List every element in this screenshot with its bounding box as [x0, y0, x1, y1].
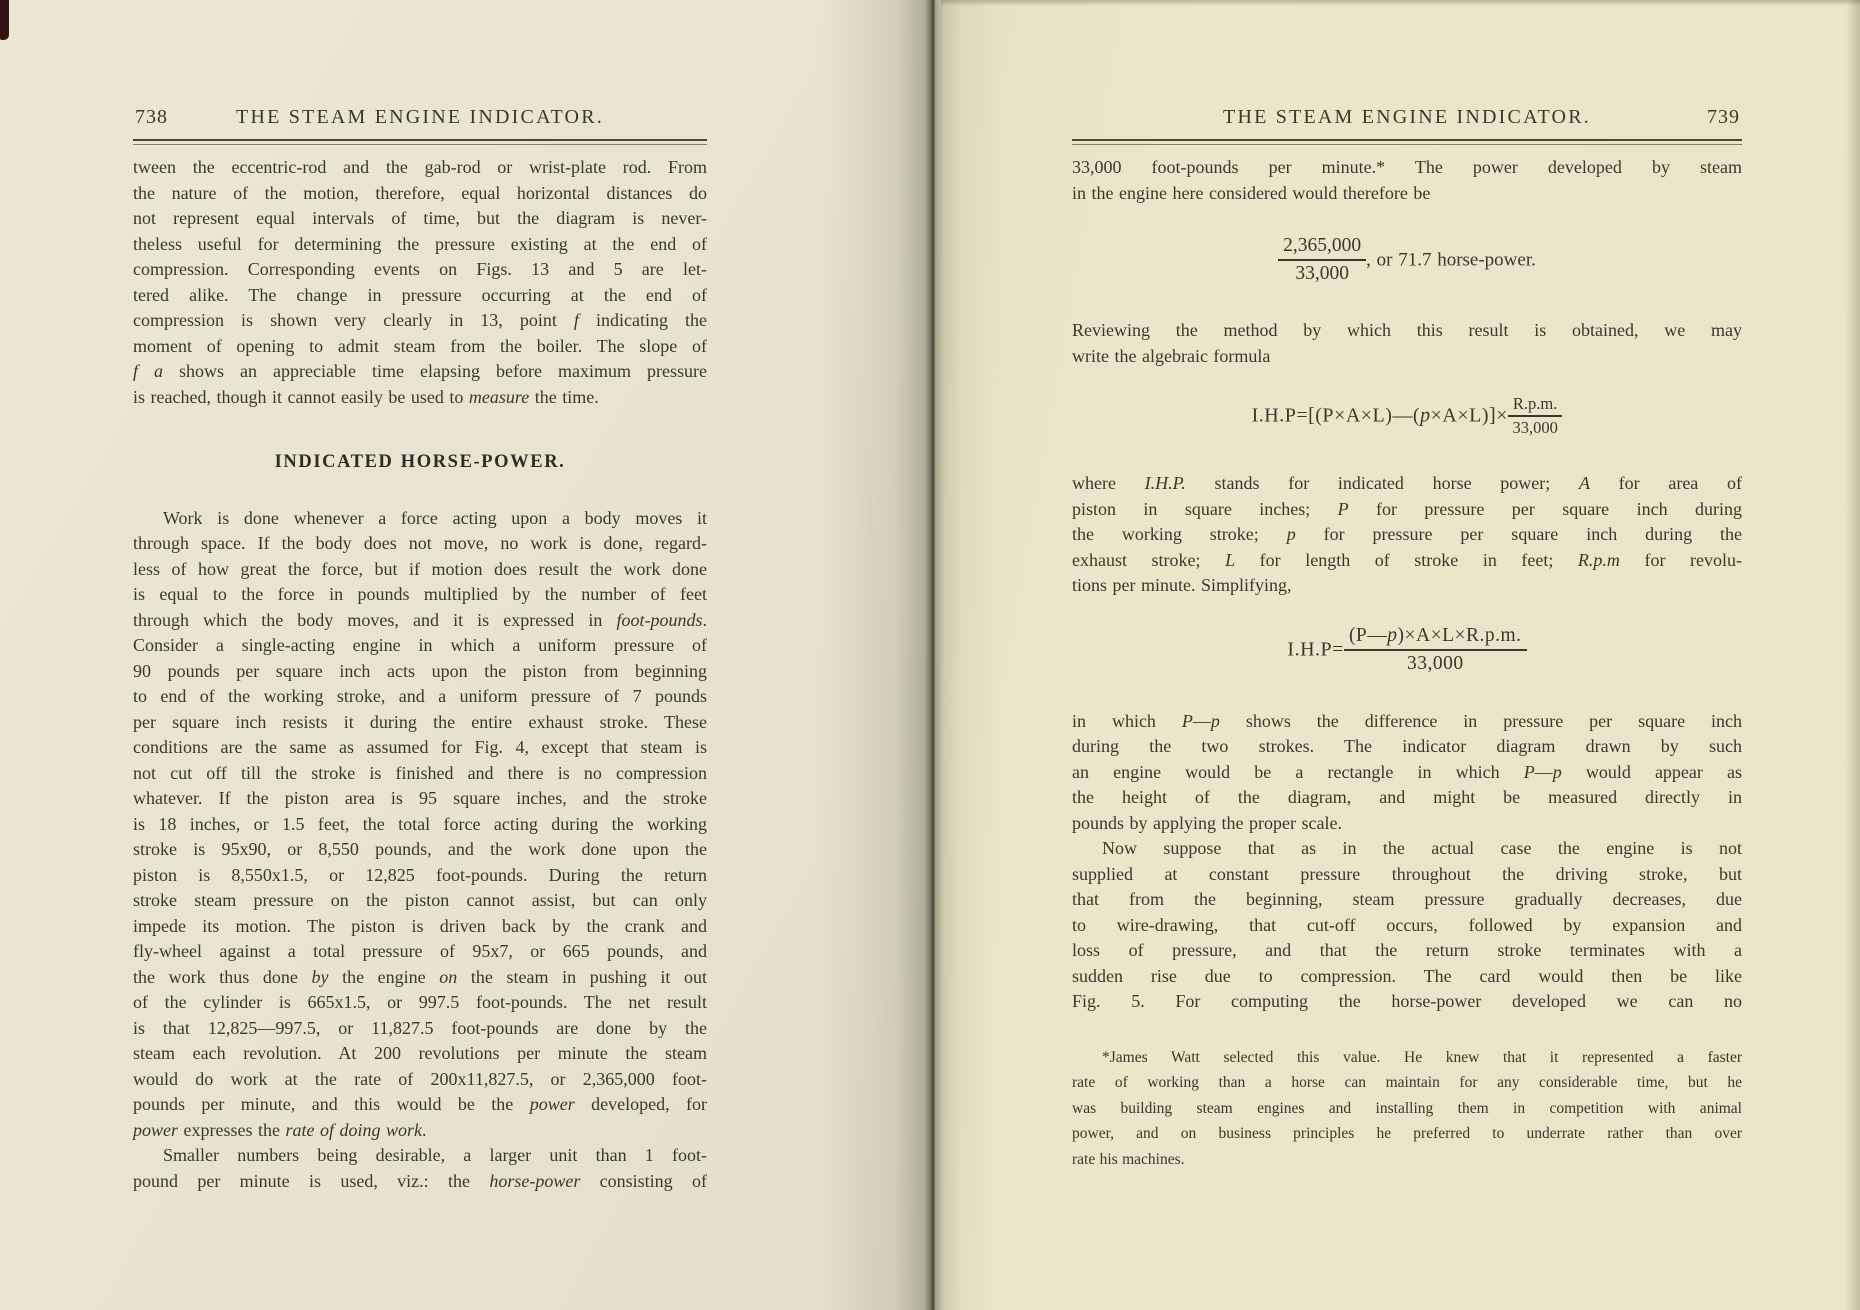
fraction	[1278, 234, 1366, 286]
display-formula	[1072, 624, 1742, 676]
text-line: compression is shown very clearly in 13, point f indicating the	[133, 310, 707, 330]
text-line: the work thus done by the engine on the steam in pushing it out	[133, 966, 707, 987]
text-line: theless useful for determining the pressure existing at the end of	[133, 233, 707, 254]
page-top-edge-shadow	[941, 0, 1860, 6]
text-line: rate his machines.	[1072, 1150, 1185, 1168]
text-line: is equal to the force in pounds multiplied by the number of feet	[133, 584, 707, 604]
text-line: tween the eccentric-rod and the gab-rod or wrist-plate rod. From	[133, 157, 707, 177]
fraction	[1344, 624, 1527, 676]
right-running-title: THE STEAM ENGINE INDICATOR.	[1223, 106, 1591, 128]
text-line: supplied at constant pressure throughout the driving stroke, but	[1072, 863, 1742, 884]
text-line: Smaller numbers being desirable, a larger unit than 1 foot-	[163, 1145, 707, 1165]
text-line: f a shows an appreciable time elapsing before maximum pressure	[133, 361, 707, 381]
text-line: whatever. If the piston area is 95 square inches, and the stroke	[133, 788, 707, 808]
fraction-numerator: 2,365,000	[1278, 234, 1366, 261]
left-page-number: 738	[135, 106, 168, 128]
text-line: tered alike. The change in pressure occurring at the end of	[133, 284, 707, 305]
text-line: that from the beginning, steam pressure gradually decreases, due	[1072, 889, 1742, 909]
text-line: compression. Corresponding events on Figs. 13 and 5 are let-	[133, 259, 707, 279]
right-running-head	[1072, 106, 1742, 134]
text-line: pound per minute is used, viz.: the horse-power consisting of	[133, 1170, 707, 1191]
paragraph	[1072, 836, 1742, 1015]
text-line: the height of the diagram, and might be measured directly in	[1072, 787, 1742, 807]
text-line: not represent equal intervals of time, but the diagram is never-	[133, 208, 707, 228]
text-line: an engine would be a rectangle in which P—p would appear as	[1072, 761, 1743, 782]
text-line: during the two strokes. The indicator diagram drawn by such	[1072, 736, 1742, 756]
fraction	[1508, 394, 1562, 438]
left-page-body	[133, 155, 707, 1194]
paragraph	[1072, 318, 1742, 369]
fraction-denominator: 33,000	[1406, 652, 1464, 674]
text-line: piston is 8,550x1.5, or 12,825 foot-pounds. During the return	[133, 864, 707, 885]
text-line: is 18 inches, or 1.5 feet, the total force acting during the working	[133, 813, 707, 834]
paragraph	[133, 1143, 707, 1194]
fraction-suffix: , or 71.7 horse-power.	[1366, 249, 1536, 271]
text-line: pounds by applying the proper scale.	[1072, 812, 1342, 833]
text-line: loss of pressure, and that the return stroke terminates with a	[1072, 940, 1742, 960]
text-line: Work is done whenever a force acting upon a body moves it	[163, 507, 707, 528]
text-line: fly-wheel against a total pressure of 95x7, or 665 pounds, and	[133, 941, 707, 961]
text-line: steam each revolution. At 200 revolutions per minute the steam	[133, 1043, 707, 1063]
paragraph	[133, 506, 707, 1144]
formula-prefix: I.H.P=[(P×A×L)—(p×A×L)]×	[1251, 404, 1508, 427]
footnote	[1072, 1045, 1742, 1173]
text-line: 33,000 foot-pounds per minute.* The power developed by steam	[1072, 157, 1742, 177]
fraction-denominator: 33,000	[1512, 418, 1558, 437]
left-running-head	[133, 106, 707, 134]
right-page-body	[1072, 155, 1742, 1172]
text-line: tions per minute. Simplifying,	[1072, 575, 1292, 595]
text-line: was building steam engines and installing them in competition with animal	[1072, 1099, 1742, 1117]
text-line: piston in square inches; P for pressure per square inch during	[1072, 498, 1742, 519]
text-line: is reached, though it cannot easily be used to measure the time.	[133, 386, 599, 407]
fraction-numerator: R.p.m.	[1508, 394, 1562, 417]
paragraph	[133, 155, 707, 410]
text-line: the nature of the motion, therefore, equal horizontal distances do	[133, 182, 707, 203]
paragraph	[1072, 471, 1742, 599]
text-line: through space. If the body does not move, no work is done, regard-	[133, 533, 707, 553]
text-line: impede its motion. The piston is driven back by the crank and	[133, 915, 707, 936]
text-line: through which the body moves, and it is expressed in foot-pounds.	[133, 609, 707, 630]
text-line: of the cylinder is 665x1.5, or 997.5 foot-pounds. The net result	[133, 992, 707, 1012]
text-line: the working stroke; p for pressure per square inch during the	[1072, 524, 1742, 544]
text-line: moment of opening to admit steam from the boiler. The slope of	[133, 335, 707, 356]
text-line: to wire-drawing, that cut-off occurs, followed by expansion and	[1072, 914, 1742, 935]
text-line: to end of the working stroke, and a uniform pressure of 7 pounds	[133, 686, 707, 706]
text-line: exhaust stroke; L for length of stroke in feet; R.p.m for revolu-	[1072, 549, 1742, 570]
formula-prefix: I.H.P=	[1287, 637, 1344, 660]
text-line: per square inch resists it during the entire exhaust stroke. These	[133, 711, 707, 732]
section-heading: INDICATED HORSE-POWER.	[274, 452, 566, 472]
left-header-rule	[133, 139, 707, 145]
right-page-number: 739	[1707, 106, 1740, 128]
text-line: rate of working than a horse can maintain for any considerable time, but he	[1072, 1074, 1742, 1091]
text-line: stroke is 95x90, or 8,550 pounds, and the work done upon the	[133, 839, 707, 859]
text-line: where I.H.P. stands for indicated horse power; A for area of	[1072, 473, 1742, 493]
text-line: in which P—p shows the difference in pressure per square inch	[1072, 710, 1742, 731]
text-line: Fig. 5. For computing the horse-power developed we can no	[1072, 991, 1742, 1011]
text-line: Reviewing the method by which this result is obtained, we may	[1072, 320, 1742, 340]
text-line: 90 pounds per square inch acts upon the piston from beginning	[133, 660, 707, 681]
display-formula	[1072, 394, 1742, 438]
text-line: Consider a single-acting engine in which a uniform pressure of	[133, 635, 707, 655]
display-fraction	[1072, 234, 1742, 286]
paragraph	[1072, 155, 1742, 206]
fraction-denominator: 33,000	[1295, 263, 1349, 284]
text-line: not cut off till the stroke is finished and there is no compression	[133, 762, 707, 783]
text-line: *James Watt selected this value. He knew that it represented a faster	[1102, 1048, 1742, 1066]
text-line: Now suppose that as in the actual case the engine is not	[1102, 838, 1742, 858]
text-line: power, and on business principles he preferred to underrate rather than over	[1072, 1125, 1742, 1142]
paragraph	[1072, 709, 1742, 837]
left-running-title: THE STEAM ENGINE INDICATOR.	[236, 106, 604, 128]
text-line: is that 12,825—997.5, or 11,827.5 foot-pounds are done by the	[133, 1017, 707, 1038]
right-header-rule	[1072, 139, 1742, 145]
text-line: power expresses the rate of doing work.	[133, 1119, 427, 1140]
scan-corner-artifact	[0, 0, 9, 40]
text-line: less of how great the force, but if motion does result the work done	[133, 558, 707, 579]
text-line: stroke steam pressure on the piston cannot assist, but can only	[133, 890, 707, 910]
text-line: conditions are the same as assumed for Fig. 4, except that steam is	[133, 737, 707, 757]
page-right-edge-shadow	[1846, 0, 1860, 1310]
text-line: in the engine here considered would therefore be	[1072, 182, 1431, 203]
text-line: write the algebraic formula	[1072, 345, 1271, 366]
text-line: pounds per minute, and this would be the power developed, for	[133, 1094, 707, 1114]
fraction-numerator: (P—p)×A×L×R.p.m.	[1344, 624, 1527, 651]
text-line: sudden rise due to compression. The card would then be like	[1072, 965, 1742, 986]
text-line: would do work at the rate of 200x11,827.5, or 2,365,000 foot-	[133, 1068, 707, 1089]
